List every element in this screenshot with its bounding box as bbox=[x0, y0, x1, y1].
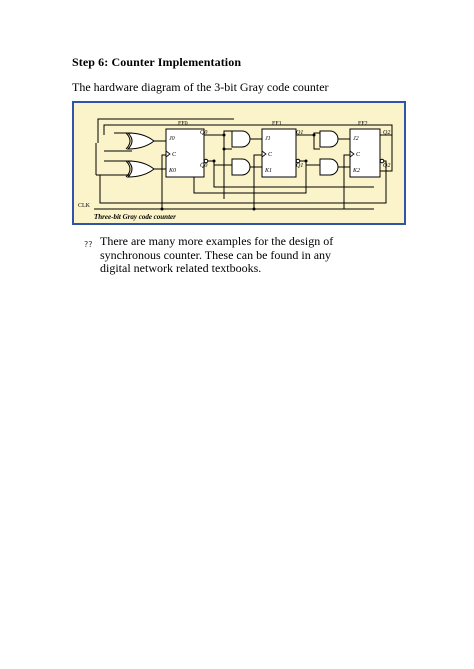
circuit-svg bbox=[74, 103, 404, 223]
ff1-k-label: K1 bbox=[265, 168, 273, 174]
ff1-name: FF1 bbox=[272, 121, 282, 127]
ff2-k-label: K2 bbox=[353, 168, 361, 174]
ff1-j-label: J1 bbox=[265, 136, 271, 142]
ff0-q-label: Q0 bbox=[200, 130, 208, 136]
ff2-q-label: Q2 bbox=[383, 130, 391, 136]
ff1-q-label: Q1 bbox=[296, 130, 304, 136]
clock-label: CLK bbox=[78, 203, 90, 209]
ff2-qbar-label: Q̄2 bbox=[383, 163, 391, 169]
diagram-caption: Three-bit Gray code counter bbox=[94, 213, 176, 221]
section-heading: Step 6: Counter Implementation bbox=[72, 55, 242, 69]
bullet-paragraph: There are many more examples for the design of synchronous counter. These can be found in any digital network related textbooks. bbox=[100, 234, 334, 275]
gray-code-counter-diagram bbox=[72, 101, 406, 225]
ff0-c-label: C bbox=[172, 152, 177, 158]
ff0-name: FF0 bbox=[178, 121, 188, 127]
ff1-qbar-label: Q̄1 bbox=[296, 163, 304, 169]
ff0-k-label: K0 bbox=[169, 168, 177, 174]
xor-gates bbox=[126, 133, 154, 177]
intro-sentence: The hardware diagram of the 3-bit Gray code counter bbox=[72, 80, 329, 94]
ff2-j-label: J2 bbox=[353, 136, 359, 142]
ff2-name: FF2 bbox=[358, 121, 368, 127]
bullet-marker: ?? bbox=[84, 240, 93, 249]
ff1-c-label: C bbox=[268, 152, 273, 158]
ff0-j-label: J0 bbox=[169, 136, 175, 142]
ff2-c-label: C bbox=[356, 152, 361, 158]
ff0-qbar-label: Q̄0 bbox=[200, 163, 208, 169]
flipflop-boxes bbox=[166, 129, 384, 177]
